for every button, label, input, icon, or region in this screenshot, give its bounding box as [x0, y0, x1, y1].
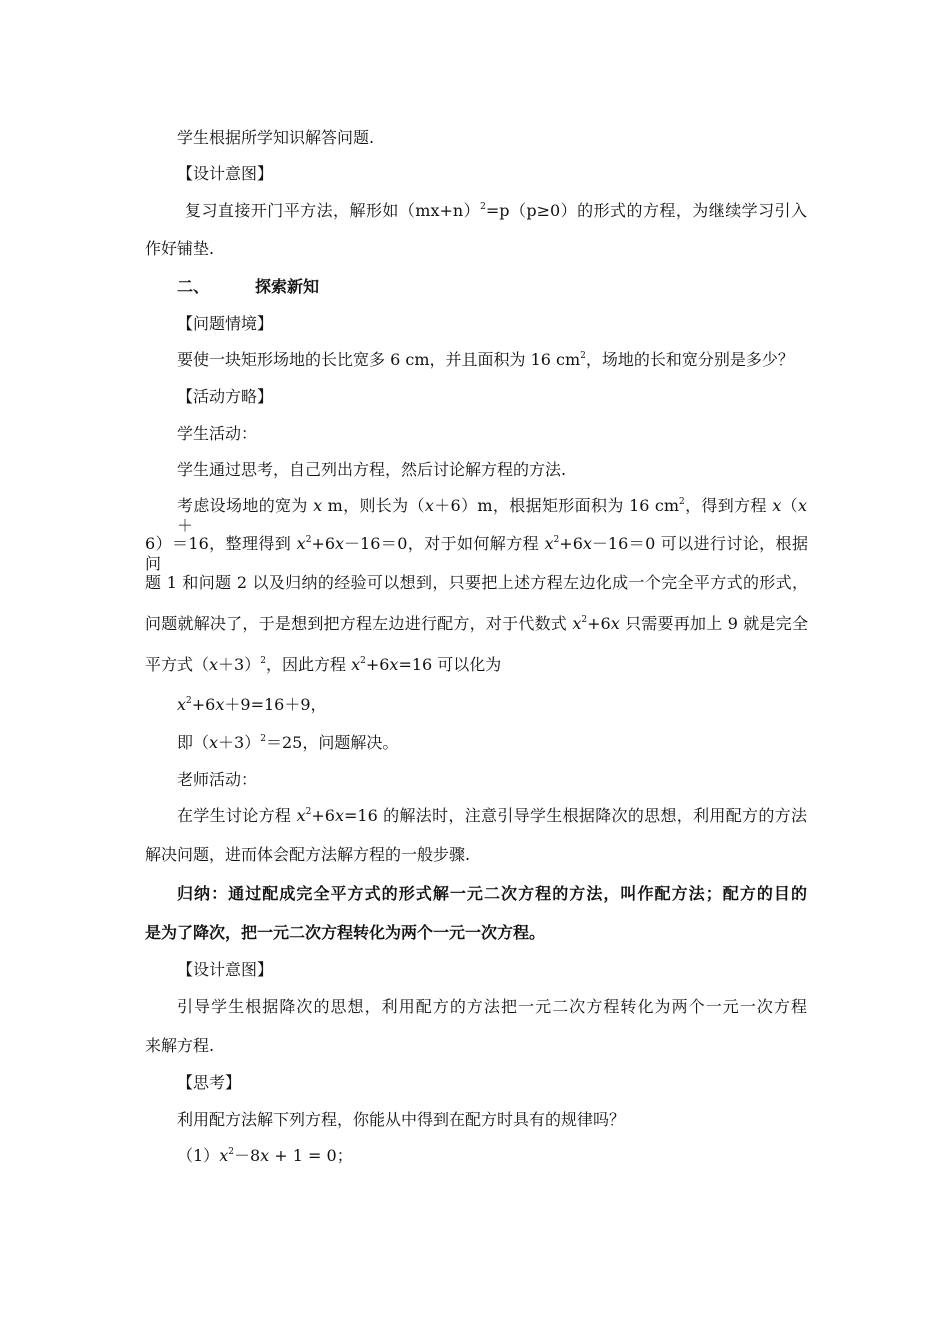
design-intent-label-2: 【设计意图】 [177, 960, 274, 979]
student-activity-label: 学生活动： [177, 424, 258, 443]
problem-text: 要使一块矩形场地的长比宽多 6 cm，并且面积为 16 $cm^2$，场地的长和宽分别是多少？ [177, 350, 794, 369]
analysis-paragraph-line-1: 考虑设场地的宽为 x m，则长为（x＋6）m，根据矩形面积为 16 $cm^2$，得到方程 x（x＋ [177, 496, 807, 535]
summary-line-2: 是为了降次，把一元二次方程转化为两个一元一次方程。 [145, 923, 546, 942]
teacher-activity-label: 老师活动： [177, 770, 258, 789]
teacher-activity-line-1: 在学生讨论方程 $x^2+6x=16$ 的解法时，注意引导学生根据降次的思想，利用配方的方法 [177, 806, 807, 825]
analysis-paragraph-line-2: 6）＝16，整理得到 $x^2+6x-16=0$，对于如何解方程 $x^2+6x-16=0$ 可以进行讨论，根据问 [145, 534, 808, 573]
problem-situation-label: 【问题情境】 [177, 314, 274, 333]
summary-line-1: 归纳：通过配成完全平方式的形式解一元二次方程的方法，叫作配方法；配方的目的 [177, 884, 807, 903]
design-intent-line-1: 引导学生根据降次的思想，利用配方的方法把一元二次方程转化为两个一元一次方程 [177, 997, 807, 1016]
teacher-activity-line-2: 解决问题，进而体会配方法解方程的一般步骤. [145, 845, 471, 864]
analysis-paragraph-line-5: 平方式$(x+3)^2$，因此方程 $x^2+6x=16$ 可以化为 [145, 655, 502, 674]
analysis-paragraph-line-4: 问题就解决了，于是想到把方程左边进行配方，对于代数式 $x^2+6x$ 只需要再加上 9 就是完全 [145, 614, 808, 633]
review-paragraph-line-2: 作好铺垫. [145, 239, 215, 258]
think-text: 利用配方法解下列方程，你能从中得到在配方时具有的规律吗？ [177, 1110, 626, 1129]
section-heading [177, 277, 319, 297]
section-number: 二、 [177, 277, 210, 296]
equation-result: 即$(x+3)^2=25$，问题解决。 [177, 733, 399, 752]
paragraph-student-answer: 学生根据所学知识解答问题. [177, 128, 375, 147]
section-title: 探索新知 [255, 277, 320, 296]
think-label: 【思考】 [177, 1073, 242, 1092]
review-paragraph-line-1: 复习直接开门平方法，解形如$(mx+n)^2=p(p\ge 0)$的形式的方程，为继续学习引入 [185, 201, 807, 220]
activity-strategy-label: 【活动方略】 [177, 387, 274, 406]
design-intent-line-2: 来解方程. [145, 1036, 215, 1055]
analysis-paragraph-line-3: 题 1 和问题 2 以及归纳的经验可以想到，只要把上述方程左边化成一个完全平方式的形式， [145, 573, 808, 592]
design-intent-label: 【设计意图】 [177, 164, 274, 183]
student-activity-text: 学生通过思考，自己列出方程，然后讨论解方程的方法. [177, 460, 567, 479]
exercise-1: $(1)x^2-8x + 1 = 0$； [177, 1146, 353, 1165]
equation-completed-square: $x^2+6x+9=16+9$， [177, 695, 327, 714]
